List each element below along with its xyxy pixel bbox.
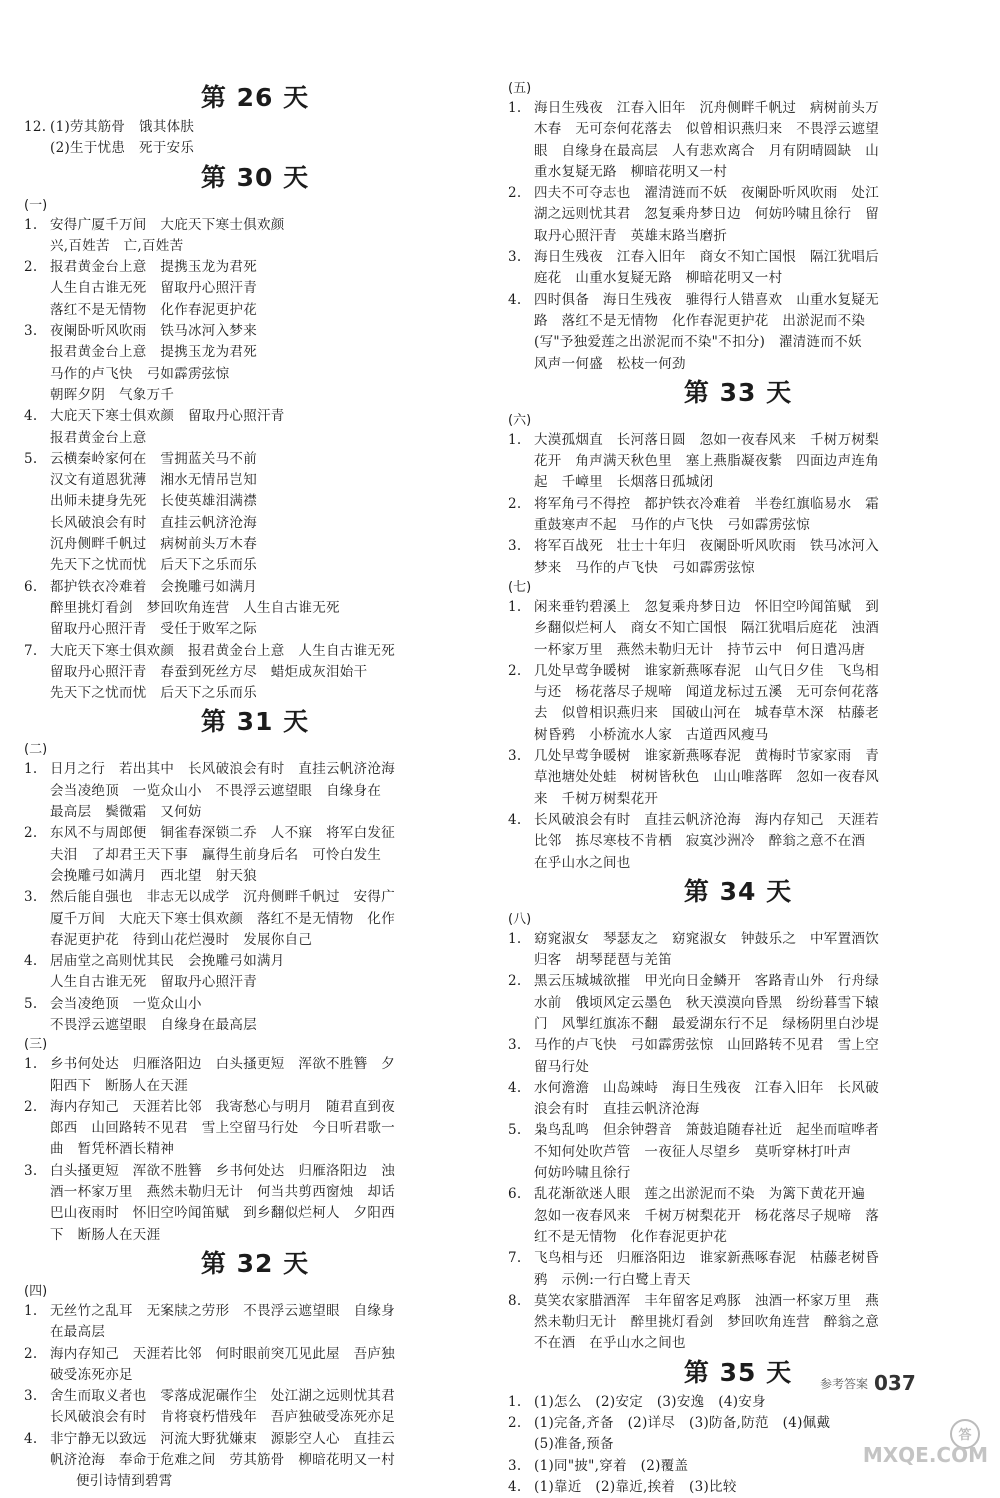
answer-text: (写"予独爱莲之出淤泥而不染"不扣分) 濯清涟而不妖 xyxy=(534,334,862,351)
answer-text: 留马行处 xyxy=(534,1058,590,1075)
section-label: (三) xyxy=(24,1037,48,1053)
question-number: 1. xyxy=(508,431,522,448)
answer-line xyxy=(24,823,486,844)
question-number: 1. xyxy=(24,761,38,778)
answer-line xyxy=(24,428,486,449)
day-heading: 第 32 天 xyxy=(200,1248,310,1278)
answer-text: 乡翻似烂柯人 商女不知亡国恨 隔江犹唱后庭花 浊酒 xyxy=(534,620,879,637)
answer-text: 海内存知己 天涯若比邻 何时眼前突兀见此屋 吾庐独 xyxy=(50,1345,395,1362)
answer-text: 汉文有道恩犹薄 湘水无情吊岂知 xyxy=(50,472,257,489)
answer-line xyxy=(508,1184,968,1205)
right-column xyxy=(508,80,968,1498)
answer-text: 出师未捷身先死 长使英雄泪满襟 xyxy=(50,493,257,510)
answer-text: 重鼓寒声不起 马作的卢飞快 弓如霹雳弦惊 xyxy=(534,517,810,534)
page-footer xyxy=(820,1370,938,1396)
day-heading: 第 34 天 xyxy=(683,876,793,906)
day-heading: 第 35 天 xyxy=(683,1357,793,1387)
answer-line xyxy=(24,215,486,236)
answer-text: 人生自古谁无死 留取丹心照汗青 xyxy=(50,974,257,991)
answer-line xyxy=(24,1365,486,1386)
answer-text: 先天下之忧而忧 后天下之乐而乐 xyxy=(50,557,257,574)
answer-line xyxy=(508,1206,968,1227)
answer-text: 在乎山水之间也 xyxy=(534,854,631,871)
answer-line xyxy=(508,98,968,119)
section-label: (五) xyxy=(508,81,532,96)
question-number: 3. xyxy=(508,748,522,765)
answer-line xyxy=(508,332,968,353)
answer-text: 四夫不可夺志也 濯清涟而不妖 夜阑卧听风吹雨 处江 xyxy=(534,185,879,202)
answer-text: (5)准备,预备 xyxy=(534,1436,614,1453)
answer-line xyxy=(24,513,486,534)
left-column xyxy=(24,80,486,1493)
answer-text: 风声一何盛 松枝一何劲 xyxy=(534,355,686,372)
answer-line xyxy=(24,1015,486,1036)
answer-text: 红不是无情物 化作春泥更护花 xyxy=(534,1228,728,1245)
answer-text: 起 千嶂里 长烟落日孤城闭 xyxy=(534,474,714,491)
answer-line xyxy=(508,354,968,375)
question-number: 1. xyxy=(24,1302,38,1319)
answer-text: 居庙堂之高则忧其民 会挽雕弓如满月 xyxy=(50,953,285,970)
question-number: 3. xyxy=(508,1457,522,1474)
question-number: 4. xyxy=(508,1478,522,1495)
question-number: 6. xyxy=(508,1186,522,1203)
answer-line xyxy=(24,406,486,427)
answer-line xyxy=(24,257,486,278)
question-number: 4. xyxy=(24,1430,38,1447)
answer-text: 先天下之忧而忧 后天下之乐而乐 xyxy=(50,685,257,702)
answer-line xyxy=(508,831,968,852)
answer-text: 梦来 马作的卢飞快 弓如霹雳弦惊 xyxy=(534,559,755,576)
question-number: 7. xyxy=(24,642,38,659)
answer-line xyxy=(508,682,968,703)
answer-text: 安得广厦千万间 大庇天下寒士俱欢颜 xyxy=(50,216,285,233)
answer-line xyxy=(24,1301,486,1322)
answer-text: 水前 俄顷风定云墨色 秋天漠漠向昏黑 纷纷暮雪下辕 xyxy=(534,994,879,1011)
answer-line xyxy=(24,470,486,491)
answer-text: 闲来垂钓碧溪上 忽复乘舟梦日边 怀旧空吟闻笛赋 到 xyxy=(534,598,879,615)
answer-line xyxy=(24,1429,486,1450)
answer-line xyxy=(508,558,968,579)
question-number: 3. xyxy=(24,889,38,906)
answer-line xyxy=(24,866,486,887)
answer-text: 东风不与周郎便 铜雀春深锁二乔 人不寐 将军白发征 xyxy=(50,825,395,842)
answer-line xyxy=(508,789,968,810)
answer-text: 庭花 山重水复疑无路 柳暗花明又一村 xyxy=(534,270,783,287)
answer-text: 都护铁衣冷难着 会挽雕弓如满月 xyxy=(50,578,257,595)
watermark xyxy=(820,1418,990,1466)
answer-line xyxy=(508,1014,968,1035)
answer-text: 草池塘处处蛙 树树皆秋色 山山唯落晖 忽如一夜春风 xyxy=(534,769,879,786)
section-label: (六) xyxy=(508,412,532,428)
answer-text: 朝晖夕阴 气象万千 xyxy=(50,386,175,403)
answer-line xyxy=(24,385,486,406)
question-number: 6. xyxy=(24,578,38,595)
question-number: 4. xyxy=(508,291,522,308)
answer-line xyxy=(24,845,486,866)
answer-text: 人生自古谁无死 留取丹心照汗青 xyxy=(50,280,257,297)
answer-line xyxy=(508,993,968,1014)
answer-text: (1)劳其筋骨 饿其体肤 xyxy=(50,119,195,135)
question-number: 12. xyxy=(24,119,47,135)
answer-line xyxy=(24,951,486,972)
answer-line xyxy=(24,994,486,1015)
answer-line xyxy=(508,1270,968,1291)
answer-text: 会当凌绝顶 一览众山小 不畏浮云遮望眼 自缘身在 xyxy=(50,782,382,799)
answer-line xyxy=(508,853,968,874)
answer-line xyxy=(508,451,968,472)
answer-line xyxy=(508,971,968,992)
answer-line xyxy=(508,268,968,289)
answer-text: 水何澹澹 山岛竦峙 海日生残夜 江春入旧年 长风破 xyxy=(534,1079,879,1096)
question-number: 1. xyxy=(24,216,38,233)
answer-text: 会挽雕弓如满月 西北望 射天狼 xyxy=(50,867,257,884)
answer-text: 乱花渐欲迷人眼 莲之出淤泥而不染 为篱下黄花开遍 xyxy=(534,1186,866,1203)
answer-line xyxy=(24,1076,486,1097)
answer-line xyxy=(24,1407,486,1428)
answer-line xyxy=(24,236,486,257)
question-number: 2. xyxy=(24,1098,38,1115)
answer-line xyxy=(24,555,486,576)
answer-line xyxy=(508,929,968,950)
answer-line xyxy=(24,887,486,908)
question-number: 3. xyxy=(24,1162,38,1179)
answer-line xyxy=(508,746,968,767)
answer-line xyxy=(24,972,486,993)
answer-text: 兴,百姓苦 亡,百姓苦 xyxy=(50,237,184,254)
answer-line xyxy=(24,449,486,470)
answer-text: 与还 杨花落尽子规啼 闻道龙标过五溪 无可奈何花落 xyxy=(534,684,879,701)
answer-text: 然未勒归无计 醉里挑灯看剑 梦回吹角连营 醉翁之意 xyxy=(534,1314,879,1331)
section-label: (二) xyxy=(24,742,48,758)
question-number: 4. xyxy=(508,811,522,828)
answer-text: 几处早莺争暖树 谁家新燕啄春泥 山气日夕佳 飞鸟相 xyxy=(534,662,879,679)
answer-line xyxy=(508,1035,968,1056)
question-number: 3. xyxy=(24,323,38,340)
answer-line xyxy=(24,1322,486,1343)
answer-text: 几处早莺争暖树 谁家新燕啄春泥 黄梅时节家家雨 青 xyxy=(534,748,879,765)
answer-line xyxy=(24,759,486,780)
answer-text: 酒一杯家万里 燕然未勒归无计 何当共剪西窗烛 却话 xyxy=(50,1184,395,1201)
question-number: 3. xyxy=(24,1388,38,1405)
question-number: 2. xyxy=(508,662,522,679)
answer-line xyxy=(508,290,968,311)
question-number: 1. xyxy=(508,930,522,947)
question-number: 2. xyxy=(508,1415,522,1432)
question-number: 2. xyxy=(508,495,522,512)
svg-text:答: 答 xyxy=(958,1428,972,1443)
answer-text: 阳西下 断肠人在天涯 xyxy=(50,1077,188,1094)
answer-text: 报君黄金台上意 xyxy=(50,429,147,446)
answer-text: 长风破浪会有时 肯将衰朽惜残年 吾庐独破受冻死亦足 xyxy=(50,1409,395,1426)
answer-line xyxy=(508,247,968,268)
question-number: 4. xyxy=(24,408,38,425)
answer-line xyxy=(508,1312,968,1333)
answer-text: (2)生于忧患 死于安乐 xyxy=(50,140,195,157)
answer-text: 木春 无可奈何花落去 似曾相识燕归来 不畏浮云遮望 xyxy=(534,121,879,138)
answer-line xyxy=(24,683,486,704)
answer-text: 留取丹心照汗青 春蚕到死丝方尽 蜡炬成灰泪始干 xyxy=(50,663,368,680)
question-number: 4. xyxy=(508,1079,522,1096)
answer-line xyxy=(24,138,486,159)
answer-line xyxy=(24,117,486,138)
question-number: 5. xyxy=(24,995,38,1012)
answer-line xyxy=(24,781,486,802)
day-heading: 第 31 天 xyxy=(200,707,310,737)
day-heading: 第 33 天 xyxy=(683,377,793,407)
answer-line xyxy=(24,1118,486,1139)
page-footer-label: 参考答案 xyxy=(820,1376,869,1391)
answer-line xyxy=(24,577,486,598)
answer-line xyxy=(508,119,968,140)
question-number: 8. xyxy=(508,1292,522,1309)
answer-line xyxy=(24,619,486,640)
answer-text: 白头搔更短 浑欲不胜簪 乡书何处达 归雁洛阳边 浊 xyxy=(50,1162,395,1179)
answer-line xyxy=(24,1054,486,1075)
answer-text: 郎西 山回路转不见君 雪上空留马行处 今日听君歌一 xyxy=(50,1120,395,1137)
answer-line xyxy=(508,536,968,557)
answer-text: 长风破浪会有时 直挂云帆济沧海 xyxy=(50,514,257,531)
section-label: (四) xyxy=(24,1283,48,1299)
answer-text: (1)靠近 (2)靠近,挨着 (3)比较 xyxy=(534,1478,737,1495)
answer-line xyxy=(508,141,968,162)
answer-line xyxy=(24,1450,486,1471)
answer-text: 路 落红不是无情物 化作春泥更护花 出淤泥而不染 xyxy=(534,312,866,329)
answer-text: 花开 角声满天秋色里 塞上燕脂凝夜紫 四面边声连角 xyxy=(534,453,879,470)
answer-line xyxy=(508,618,968,639)
answer-line xyxy=(24,491,486,512)
question-number: 1. xyxy=(508,598,522,615)
answer-text: 一杯家万里 燕然未勒归无计 持节云中 何日遣冯唐 xyxy=(534,641,866,658)
question-number: 3. xyxy=(508,249,522,266)
answer-line xyxy=(24,364,486,385)
day-heading: 第 26 天 xyxy=(200,83,310,112)
answer-text: 湖之远则忧其君 忽复乘舟梦日边 何妨吟啸且徐行 留 xyxy=(534,206,879,223)
question-number: 3. xyxy=(508,538,522,555)
answer-text: 舍生而取义者也 零落成泥碾作尘 处江湖之远则忧其君 xyxy=(50,1388,395,1405)
answer-line xyxy=(508,1477,968,1498)
answer-line xyxy=(24,1471,486,1492)
answer-line xyxy=(24,300,486,321)
answer-line xyxy=(508,1291,968,1312)
answer-line xyxy=(508,1078,968,1099)
answer-text: 醉里挑灯看剑 梦回吹角连营 人生自古谁无死 xyxy=(50,599,340,616)
answer-line xyxy=(24,534,486,555)
answer-line xyxy=(24,1203,486,1224)
answer-text: 黑云压城城欲摧 甲光向日金鳞开 客路青山外 行舟绿 xyxy=(534,973,879,990)
answer-line xyxy=(508,1142,968,1163)
answer-text: 留取丹心照汗青 受任于败军之际 xyxy=(50,621,257,638)
page-number: 037 xyxy=(874,1371,916,1395)
answer-text: 四时俱备 海日生残夜 骓得行人错喜欢 山重水复疑无 xyxy=(534,291,879,308)
answer-line xyxy=(24,598,486,619)
answer-text: 日月之行 若出其中 长风破浪会有时 直挂云帆济沧海 xyxy=(50,761,395,778)
answer-line xyxy=(508,1057,968,1078)
answer-line xyxy=(24,1161,486,1182)
answer-line xyxy=(508,703,968,724)
answer-line xyxy=(24,662,486,683)
answer-line xyxy=(508,661,968,682)
answer-line xyxy=(508,472,968,493)
question-number: 2. xyxy=(24,1345,38,1362)
answer-text: 帆济沧海 奉命于危难之间 劳其筋骨 柳暗花明又一村 xyxy=(50,1452,395,1469)
answer-line xyxy=(24,342,486,363)
question-number: 7. xyxy=(508,1250,522,1267)
question-number: 1. xyxy=(24,1056,38,1073)
answer-text: (1)同"披",穿着 (2)覆盖 xyxy=(534,1457,689,1474)
answer-text: 将军角弓不得控 都护铁衣冷难着 半卷红旗临易水 霜 xyxy=(534,495,879,512)
answer-line xyxy=(508,204,968,225)
answer-text: 比邻 拣尽寒枝不肯栖 寂寞沙洲冷 醉翁之意不在酒 xyxy=(534,833,866,850)
section-label: (一) xyxy=(24,197,48,213)
question-number: 1. xyxy=(508,100,522,116)
answer-text: 春泥更护花 待到山花烂漫时 发展你自己 xyxy=(50,931,313,948)
day-heading: 第 30 天 xyxy=(200,162,310,192)
answer-line xyxy=(24,1386,486,1407)
answer-text: (1)怎么 (2)安定 (3)安逸 (4)安身 xyxy=(534,1393,766,1410)
answer-text: 马作的卢飞快 弓如霹雳弦惊 xyxy=(50,365,230,382)
answer-line xyxy=(508,1120,968,1141)
answer-text: 门 风掣红旗冻不翻 最爱湖东行不足 绿杨阴里白沙堤 xyxy=(534,1015,879,1032)
answer-text: 飞鸟相与还 归雁洛阳边 谁家新燕啄春泥 枯藤老树昏 xyxy=(534,1250,879,1267)
answer-text: 大漠孤烟直 长河落日圆 忽如一夜春风来 千树万树梨 xyxy=(534,431,879,448)
answer-text: 大庇天下寒士俱欢颜 报君黄金台上意 人生自古谁无死 xyxy=(50,642,395,659)
question-number: 1. xyxy=(508,1393,522,1410)
answer-text: 重水复疑无路 柳暗花明又一村 xyxy=(534,163,728,180)
answer-text: 乡书何处达 归雁洛阳边 白头搔更短 浑欲不胜簪 夕 xyxy=(50,1056,395,1073)
answer-text: 来 千树万树梨花开 xyxy=(534,790,659,807)
answer-text: 沉舟侧畔千帆过 病树前头万木春 xyxy=(50,536,257,553)
answer-text: 何妨吟啸且徐行 xyxy=(534,1165,631,1182)
watermark-text: MXQE.COM xyxy=(862,1443,988,1466)
answer-line xyxy=(508,640,968,661)
answer-text: 不知何处吹芦管 一夜征人尽望乡 莫听穿林打叶声 xyxy=(534,1143,852,1160)
answer-text: 取丹心照汗青 英雄末路当磨折 xyxy=(534,227,728,244)
answer-text: 将军百战死 壮士十年归 夜阑卧听风吹雨 铁马冰河入 xyxy=(534,538,879,555)
question-number: 5. xyxy=(508,1122,522,1139)
answer-line xyxy=(24,1182,486,1203)
answer-text: 便引诗情到碧霄 xyxy=(76,1473,173,1490)
question-number: 2. xyxy=(24,825,38,842)
answer-line xyxy=(24,1225,486,1246)
answer-line xyxy=(508,725,968,746)
answer-text: 鸦 示例:一行白鹭上青天 xyxy=(534,1271,691,1288)
answer-text: 树昏鸦 小桥流水人家 古道西风瘦马 xyxy=(534,726,769,743)
answer-line xyxy=(24,1097,486,1118)
answer-line xyxy=(508,515,968,536)
answer-text: 最高层 鬓微霜 又何妨 xyxy=(50,804,202,821)
question-number: 5. xyxy=(24,450,38,467)
answer-line xyxy=(508,494,968,515)
answer-text: 浪会有时 直挂云帆济沧海 xyxy=(534,1101,700,1118)
answer-line xyxy=(24,930,486,951)
answer-text: 夫泪 了却君王天下事 赢得生前身后名 可怜白发生 xyxy=(50,846,382,863)
answer-line xyxy=(508,311,968,332)
answer-line xyxy=(24,278,486,299)
answer-text: 归客 胡琴琵琶与羌笛 xyxy=(534,952,672,969)
answer-text: 大庇天下寒士俱欢颜 留取丹心照汗青 xyxy=(50,408,285,425)
answer-text: 破受冻死亦足 xyxy=(50,1366,133,1383)
answer-line xyxy=(508,767,968,788)
answer-text: 报君黄金台上意 提携玉龙为君死 xyxy=(50,344,257,361)
answer-text: 然后能自强也 非志无以成学 沉舟侧畔千帆过 安得广 xyxy=(50,889,395,906)
answer-text: 去 似曾相识燕归来 国破山河在 城春草木深 枯藤老 xyxy=(534,705,879,722)
question-number: 2. xyxy=(508,973,522,990)
answer-text: 窈窕淑女 琴瑟友之 窈窕淑女 钟鼓乐之 中军置酒饮 xyxy=(534,930,879,947)
question-number: 2. xyxy=(508,185,522,202)
answer-line xyxy=(508,162,968,183)
answer-text: 下 断肠人在天涯 xyxy=(50,1226,161,1243)
answer-text: 在最高层 xyxy=(50,1324,106,1341)
answer-text: 莫笑农家腊酒浑 丰年留客足鸡豚 浊酒一杯家万里 燕 xyxy=(534,1292,879,1309)
answer-line xyxy=(508,226,968,247)
answer-text: 会当凌绝顶 一览众山小 xyxy=(50,995,202,1012)
section-label: (八) xyxy=(508,911,532,927)
answer-line xyxy=(24,1344,486,1365)
answer-line xyxy=(24,1139,486,1160)
answer-text: 厦千万间 大庇天下寒士俱欢颜 落红不是无情物 化作 xyxy=(50,910,395,927)
answer-line xyxy=(508,1248,968,1269)
answer-line xyxy=(24,641,486,662)
answer-text: 非宁静无以致远 河流大野犹嫌束 源影空人心 直挂云 xyxy=(50,1430,395,1447)
answer-text: 马作的卢飞快 弓如霹雳弦惊 山回路转不见君 雪上空 xyxy=(534,1037,879,1054)
answer-line xyxy=(508,1333,968,1354)
answer-text: 海日生残夜 江春入旧年 沉舟侧畔千帆过 病树前头万 xyxy=(534,100,879,116)
section-label: (七) xyxy=(508,579,532,595)
answer-text: 不在酒 在乎山水之间也 xyxy=(534,1335,686,1352)
answer-text: 无丝竹之乱耳 无案牍之劳形 不畏浮云遮望眼 自缘身 xyxy=(50,1302,395,1319)
answer-text: 夜阑卧听风吹雨 铁马冰河入梦来 xyxy=(50,323,257,340)
answer-line xyxy=(508,810,968,831)
question-number: 2. xyxy=(24,259,38,276)
answer-line xyxy=(24,909,486,930)
answer-text: 云横秦岭家何在 雪拥蓝关马不前 xyxy=(50,450,257,467)
answer-text: 巴山夜雨时 怀旧空吟闻笛赋 到乡翻似烂柯人 夕阳西 xyxy=(50,1205,395,1222)
answer-text: 海内存知己 天涯若比邻 我寄愁心与明月 随君直到夜 xyxy=(50,1098,395,1115)
question-number: 3. xyxy=(508,1037,522,1054)
answer-text: 忽如一夜春风来 千树万树梨花开 杨花落尽子规啼 落 xyxy=(534,1207,879,1224)
answer-text: 长风破浪会有时 直挂云帆济沧海 海内存知己 天涯若 xyxy=(534,811,879,828)
answer-text: 枭鸟乱鸣 但余钟磬音 箫鼓追随春社近 起坐而喧哗者 xyxy=(534,1122,879,1139)
answer-line xyxy=(508,1227,968,1248)
answer-text: 曲 暂凭杯酒长精神 xyxy=(50,1141,175,1158)
answer-text: 不畏浮云遮望眼 自缘身在最高层 xyxy=(50,1016,257,1033)
answer-line xyxy=(508,597,968,618)
answer-line xyxy=(508,1099,968,1120)
answer-line xyxy=(508,430,968,451)
answer-text: 眼 自缘身在最高层 人有悲欢离合 月有阴晴圆缺 山 xyxy=(534,142,879,159)
answer-text: 落红不是无情物 化作春泥更护花 xyxy=(50,301,257,318)
answer-text: 报君黄金台上意 提携玉龙为君死 xyxy=(50,259,257,276)
watermark-logo-icon xyxy=(820,1418,990,1466)
answer-text: (1)完备,齐备 (2)详尽 (3)防备,防范 (4)佩戴 xyxy=(534,1415,831,1432)
answer-line xyxy=(24,802,486,823)
question-number: 4. xyxy=(24,953,38,970)
answer-text: 海日生残夜 江春入旧年 商女不知亡国恨 隔江犹唱后 xyxy=(534,249,879,266)
answer-line xyxy=(24,321,486,342)
answer-line xyxy=(508,1163,968,1184)
answer-line xyxy=(508,950,968,971)
answer-line xyxy=(508,183,968,204)
